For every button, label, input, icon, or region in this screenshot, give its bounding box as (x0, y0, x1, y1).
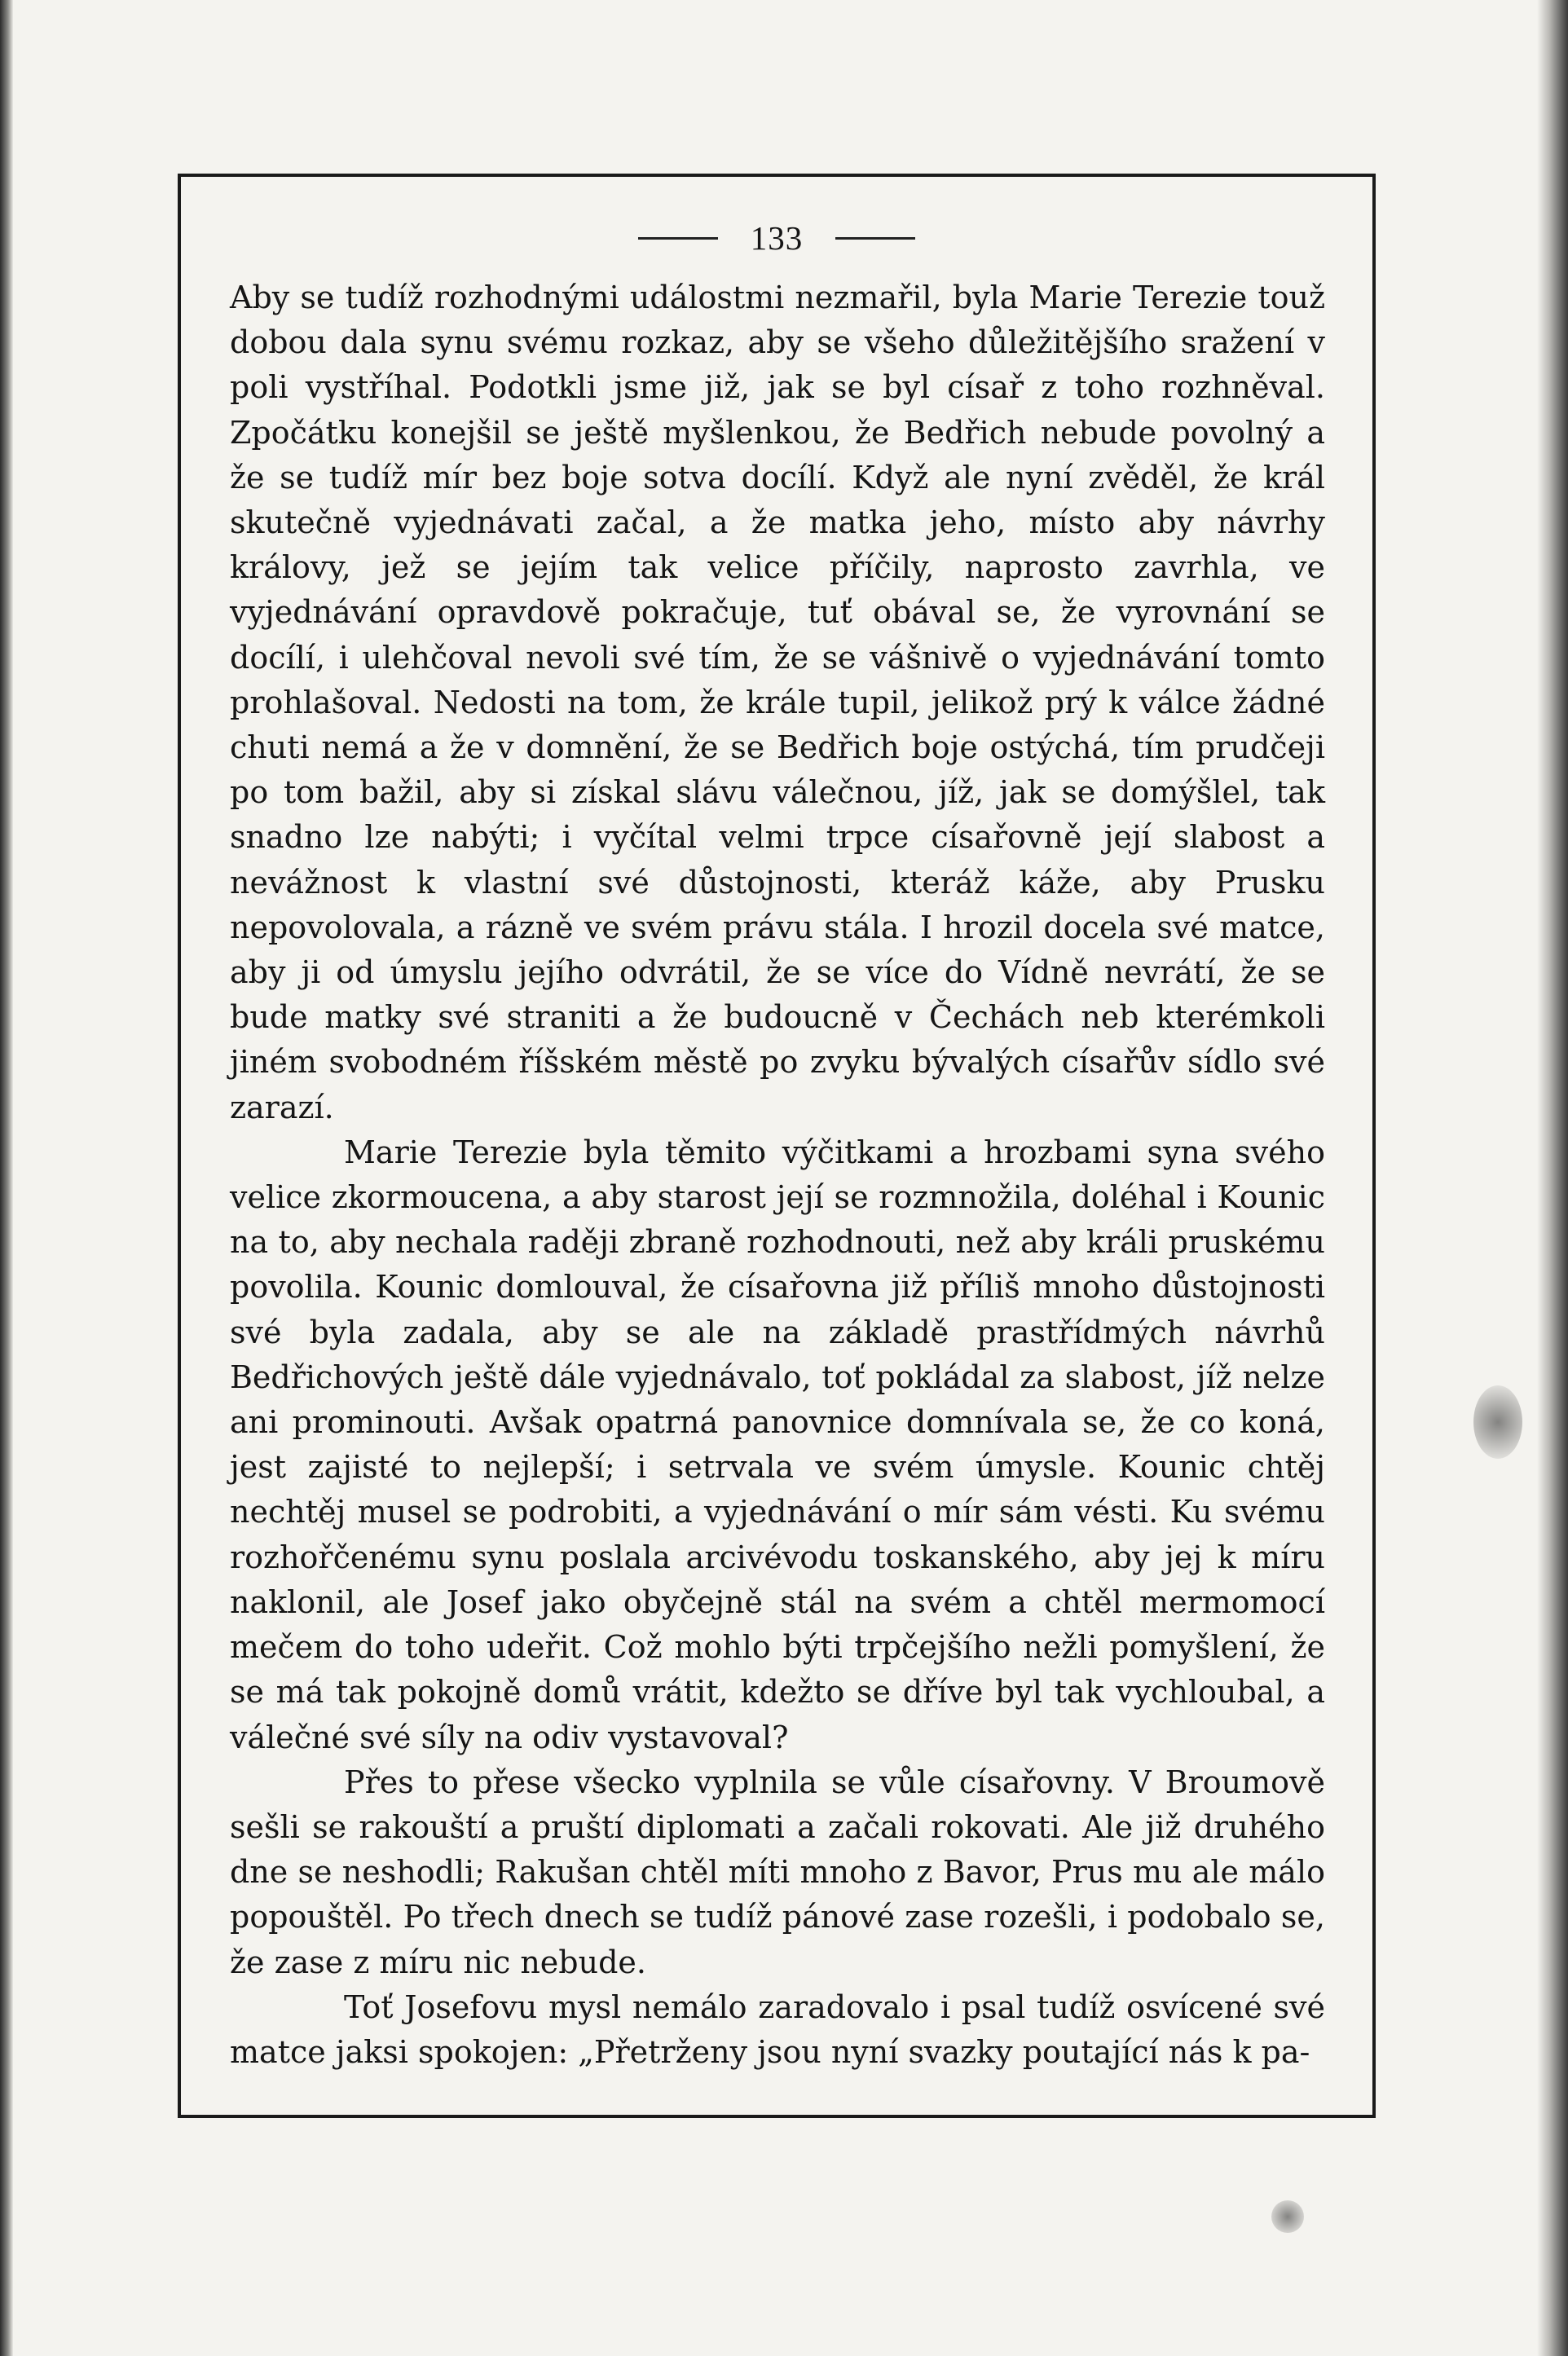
scan-left-edge (0, 0, 13, 2356)
paragraph-2: Marie Terezie byla těmito výčitkami a hrozbami syna svého velice zkormoucena, a aby starost její se rozmnožila, doléhal i Kounic na to, aby nechala raději zbraně rozhodnouti, než aby králi pruskému povolila. Kounic domlouval, že císařovna již příliš mnoho důstojnosti své byla zadala, aby se ale na základě prastřídmých návrhů Bedřichových ještě dále vyjednávalo, toť pokládal za slabost, jíž nelze ani prominouti. Avšak opatrná panovnice domnívala se, že co koná, jest zajisté to nejlepší; i setrvala ve svém úmysle. Kounic chtěj nechtěj musel se podrobiti, a vyjednávání o mír sám vésti. Ku svému rozhořčenému synu poslala arcivévodu toskanského, aby jej k míru naklonil, ale Josef jako obyčejně stál na svém a chtěl mermomocí mečem do toho udeřit. Což mohlo býti trpčejšího nežli pomyšlení, že se má tak pokojně domů vrátit, kdežto se dříve byl tak vychloubal, a válečné své síly na odiv vystavoval? (230, 1134, 1325, 1755)
page-number: 133 (750, 219, 804, 257)
paragraph-4: Toť Josefovu mysl nemálo zaradovalo i psal tudíž osvícené své matce jaksi spokojen: „Přetrženy jsou nyní svazky poutající nás k pa- (230, 1988, 1325, 2070)
page-header (178, 214, 1376, 262)
paragraph-1: Aby se tudíž rozhodnými událostmi nezmařil, byla Marie Terezie touž dobou dala synu svému rozkaz, aby se všeho důležitějšího sražení v poli vystříhal. Podotkli jsme již, jak se byl císař z toho rozhněval. Zpočátku konejšil se ještě myšlenkou, že Bedřich nebude povolný a že se tudíž mír bez boje sotva docílí. Když ale nyní zvěděl, že král skutečně vyjednávati začal, a že matka jeho, místo aby návrhy královy, jež se jejím tak velice příčily, naprosto zavrhla, ve vyjednávání opravdově pokračuje, tuť obával se, že vyrovnání se docílí, i ulehčoval nevoli své tím, že se vášnivě o vyjednávání tomto prohlašoval. Nedosti na tom, že krále tupil, jelikož prý k válce žádné chuti nemá a že v domnění, že se Bedřich boje ostýchá, tím prudčeji po tom bažil, aby si získal slávu válečnou, jíž, jak se domýšlel, tak snadno lze nabýti; i vyčítal velmi trpce císařovně její slabost a nevážnost k vlastní své důstojnosti, kteráž káže, aby Prusku nepovolovala, a rázně ve svém právu stála. I hrozil docela své matce, aby ji od úmyslu jejího odvrátil, že se více do Vídně nevrátí, že se bude matky své straniti a že budoucně v Čechách neb kterémkoli jiném svobodném říšském městě po zvyku bývalých císařův sídlo své zarazí. (230, 280, 1325, 1125)
paragraph-3: Přes to přese všecko vyplnila se vůle císařovny. V Broumově sešli se rakouští a pruští diplomati a začali rokovati. Ale již druhého dne se neshodli; Rakušan chtěl míti mnoho z Bavor, Prus mu ale málo popouštěl. Po třech dnech se tudíž pánové zase rozešli, i podobalo se, že zase z míru nic nebude. (230, 1764, 1325, 1980)
scan-smudge (1473, 1385, 1522, 1459)
scan-right-edge (1537, 0, 1568, 2356)
scan-smudge (1271, 2200, 1304, 2233)
header-rule-right (835, 237, 915, 240)
body-text (230, 275, 1325, 2075)
header-rule-left (638, 237, 718, 240)
